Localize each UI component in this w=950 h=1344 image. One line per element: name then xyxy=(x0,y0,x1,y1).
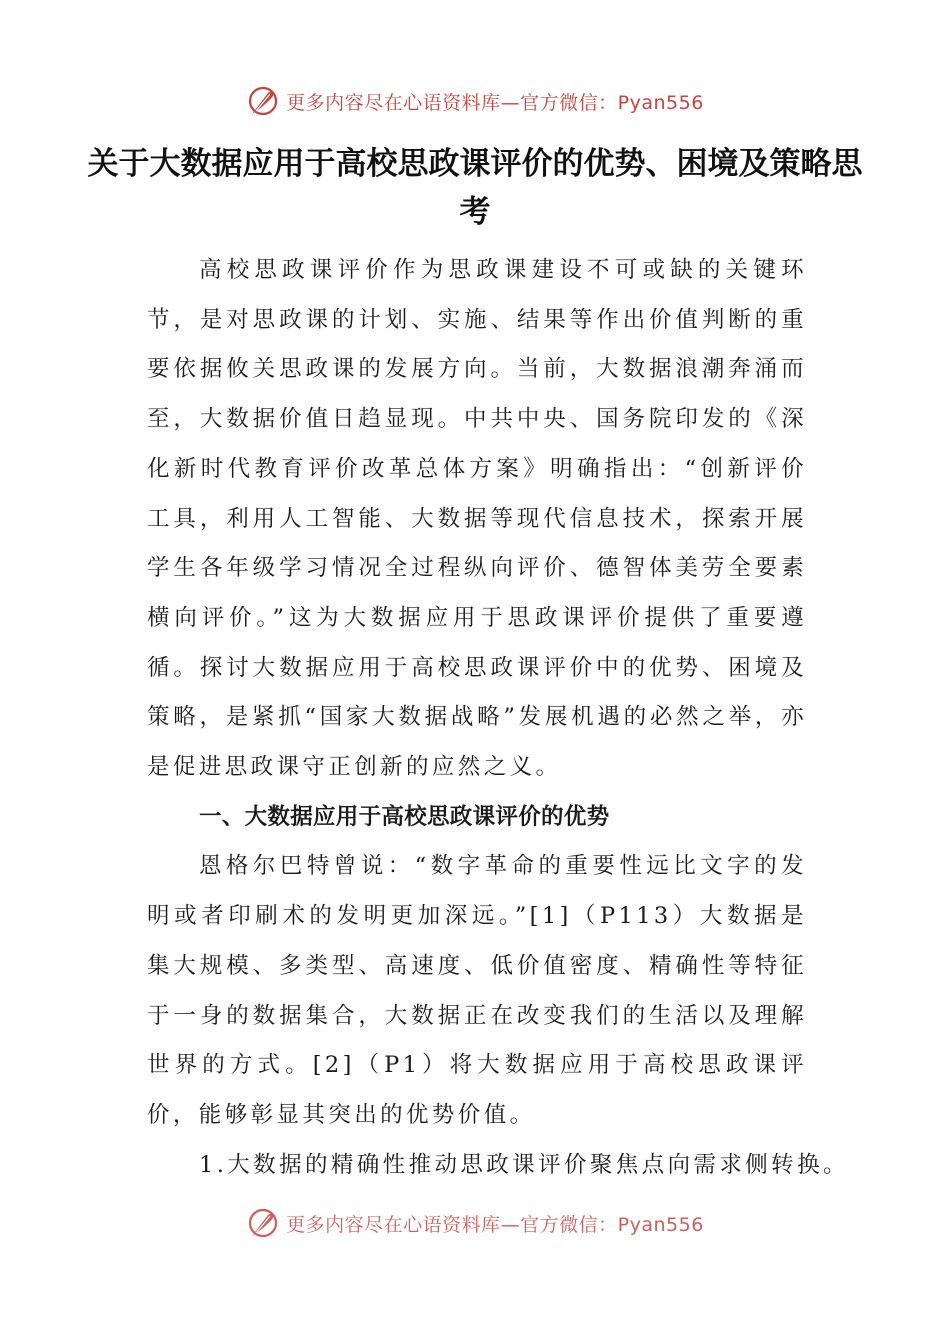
quill-pen-logo-icon xyxy=(246,84,280,118)
point-heading: 1.大数据的精确性推动思政课评价聚焦点向需求侧转换。 xyxy=(199,1151,849,1178)
document-body xyxy=(147,246,849,1190)
section-heading: 一、大数据应用于高校思政课评价的优势 xyxy=(199,803,610,830)
banner-text: 更多内容尽在心语资料库—官方微信：Pyan556 xyxy=(286,91,704,114)
intro-paragraph: 高校思政课评价作为思政课建设不可或缺的关键环节，是对思政课的计划、实施、结果等作出价值判断的重要依据攸关思政课的发展方向。当前，大数据浪潮奔涌而至，大数据价值日趋显现。中共中央、国务院印发的《深化新时代教育评价改革总体方案》明确指出：“创新评价工具，利用人工智能、大数据等现代信息技术，探索开展学生各年级学习情况全过程纵向评价、德智体美劳全要素横向评价。”这为大数据应用于思政课评价提供了重要遵循。探讨大数据应用于高校思政课评价中的优势、困境及策略，是紧抓“国家大数据战略”发展机遇的必然之举，亦是促进思政课守正创新的应然之义。 xyxy=(147,257,807,781)
banner-text: 更多内容尽在心语资料库—官方微信：Pyan556 xyxy=(286,1213,704,1236)
footer-banner xyxy=(0,1206,950,1240)
header-banner xyxy=(0,84,950,118)
document-title: 关于大数据应用于高校思政课评价的优势、困境及策略思考 xyxy=(87,146,863,230)
section-paragraph: 恩格尔巴特曾说：“数字革命的重要性远比文字的发明或者印刷术的发明更加深远。”[1]（P113）大数据是集大规模、多类型、高速度、低价值密度、精确性等特征于一身的数据集合，大数据正在改变我们的生活以及理解世界的方式。[2]（P1）将大数据应用于高校思政课评价，能够彰显其突出的优势价值。 xyxy=(147,853,807,1128)
quill-pen-logo-icon xyxy=(246,1206,280,1240)
